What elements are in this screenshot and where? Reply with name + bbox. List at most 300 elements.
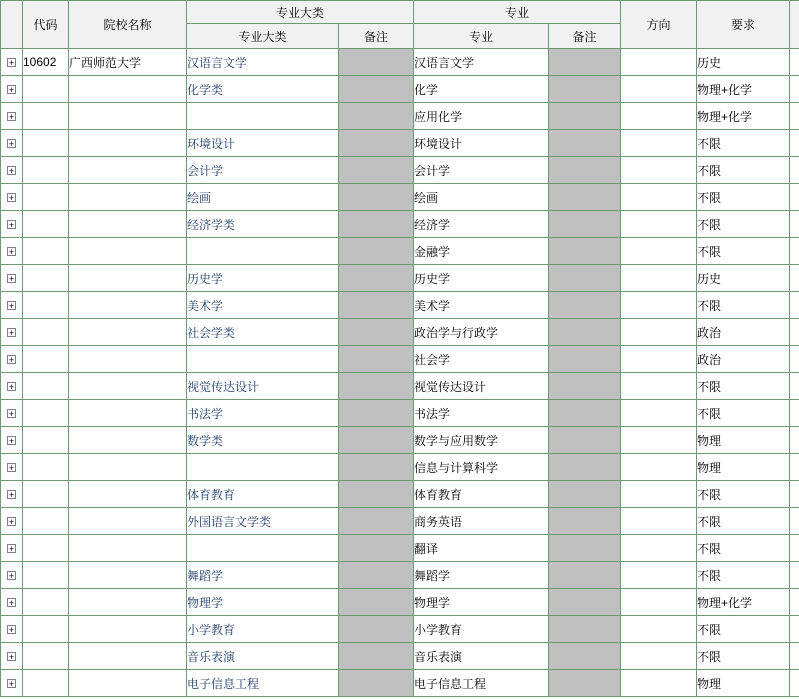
cell-requirement: 不限 (697, 211, 790, 238)
cell-major-category-note (339, 130, 414, 157)
cell-direction (621, 373, 697, 400)
cell-major-note (549, 670, 621, 697)
table-row[interactable] (1, 481, 799, 508)
cell-tail (790, 211, 799, 238)
header-major-category[interactable]: 专业大类 (187, 24, 339, 49)
row-expand-cell[interactable] (1, 292, 23, 319)
cell-major-category-note (339, 49, 414, 76)
table-row[interactable] (1, 427, 799, 454)
cell-direction (621, 616, 697, 643)
cell-major: 化学 (414, 76, 549, 103)
cell-major-note (549, 49, 621, 76)
cell-school (69, 76, 187, 103)
table-row[interactable] (1, 589, 799, 616)
cell-code (23, 454, 69, 481)
expand-icon[interactable]: + (8, 58, 15, 68)
cell-direction (621, 49, 697, 76)
cell-school (69, 157, 187, 184)
table-row[interactable] (1, 211, 799, 238)
cell-major: 数学与应用数学 (414, 427, 549, 454)
header-expand[interactable] (1, 1, 23, 49)
cell-major-category-note (339, 103, 414, 130)
cell-direction (621, 292, 697, 319)
cell-direction (621, 670, 697, 697)
row-expand-cell[interactable] (1, 49, 23, 76)
cell-major-note (549, 319, 621, 346)
cell-major: 视觉传达设计 (414, 373, 549, 400)
cell-major-category-note (339, 292, 414, 319)
expand-icon[interactable]: + (8, 490, 15, 500)
cell-major-category (187, 103, 339, 130)
cell-major-category: 视觉传达设计 (187, 373, 339, 400)
table-row[interactable] (1, 292, 799, 319)
table-row[interactable] (1, 49, 799, 76)
cell-major-note (549, 562, 621, 589)
cell-major-category-note (339, 400, 414, 427)
expand-icon[interactable]: + (8, 652, 15, 662)
cell-code (23, 184, 69, 211)
cell-major-note (549, 589, 621, 616)
cell-requirement: 不限 (697, 643, 790, 670)
expand-icon[interactable]: + (8, 274, 15, 284)
cell-tail (790, 184, 799, 211)
cell-major-category: 环境设计 (187, 130, 339, 157)
cell-major-category-note (339, 670, 414, 697)
cell-major-category-note (339, 238, 414, 265)
cell-major-category (187, 454, 339, 481)
expand-icon[interactable]: + (8, 112, 15, 122)
cell-major-category-note (339, 589, 414, 616)
cell-major-note (549, 292, 621, 319)
row-expand-cell[interactable] (1, 103, 23, 130)
cell-major-category: 书法学 (187, 400, 339, 427)
cell-tail (790, 346, 799, 373)
cell-major: 政治学与行政学 (414, 319, 549, 346)
cell-school (69, 103, 187, 130)
table-header (1, 1, 799, 49)
cell-requirement: 物理+化学 (697, 589, 790, 616)
cell-major-category: 音乐表演 (187, 643, 339, 670)
table-row[interactable] (1, 319, 799, 346)
cell-major-category-note (339, 616, 414, 643)
cell-major-category-note (339, 454, 414, 481)
cell-major-category-note (339, 427, 414, 454)
expand-icon[interactable]: + (8, 571, 15, 581)
cell-school (69, 616, 187, 643)
cell-tail (790, 130, 799, 157)
cell-tail (790, 589, 799, 616)
cell-major-category: 物理学 (187, 589, 339, 616)
cell-major-category (187, 238, 339, 265)
cell-major-category (187, 535, 339, 562)
cell-major-note (549, 481, 621, 508)
cell-major: 会计学 (414, 157, 549, 184)
cell-major-note (549, 400, 621, 427)
cell-tail (790, 562, 799, 589)
cell-requirement: 历史 (697, 49, 790, 76)
cell-school (69, 292, 187, 319)
cell-requirement: 物理 (697, 427, 790, 454)
cell-major-category: 绘画 (187, 184, 339, 211)
cell-school: 广西师范大学 (69, 49, 187, 76)
cell-direction (621, 184, 697, 211)
cell-tail (790, 481, 799, 508)
cell-code (23, 238, 69, 265)
expand-icon[interactable]: + (8, 355, 15, 365)
cell-school (69, 643, 187, 670)
cell-tail (790, 454, 799, 481)
cell-direction (621, 427, 697, 454)
row-expand-cell[interactable] (1, 373, 23, 400)
cell-requirement: 历史 (697, 265, 790, 292)
row-expand-cell[interactable] (1, 589, 23, 616)
cell-school (69, 346, 187, 373)
cell-major-note (549, 616, 621, 643)
row-expand-cell[interactable] (1, 319, 23, 346)
cell-school (69, 562, 187, 589)
cell-direction (621, 508, 697, 535)
expand-icon[interactable]: + (8, 193, 15, 203)
table-row[interactable] (1, 130, 799, 157)
cell-code (23, 616, 69, 643)
table-row[interactable] (1, 643, 799, 670)
cell-school (69, 265, 187, 292)
table-row[interactable] (1, 535, 799, 562)
table-row[interactable] (1, 103, 799, 130)
cell-major-category: 汉语言文学 (187, 49, 339, 76)
cell-major-note (549, 346, 621, 373)
cell-code: 10602 (23, 49, 69, 76)
cell-major-note (549, 130, 621, 157)
cell-code (23, 481, 69, 508)
cell-major: 翻译 (414, 535, 549, 562)
cell-code (23, 265, 69, 292)
table-row[interactable] (1, 373, 799, 400)
cell-school (69, 319, 187, 346)
cell-major-note (549, 184, 621, 211)
cell-school (69, 670, 187, 697)
expand-icon[interactable]: + (8, 301, 15, 311)
expand-icon[interactable]: + (8, 544, 15, 554)
row-expand-cell[interactable] (1, 130, 23, 157)
table-row[interactable] (1, 508, 799, 535)
cell-direction (621, 589, 697, 616)
cell-code (23, 589, 69, 616)
header-major-note[interactable]: 备注 (549, 24, 621, 49)
cell-requirement: 政治 (697, 346, 790, 373)
cell-code (23, 643, 69, 670)
cell-major: 应用化学 (414, 103, 549, 130)
cell-code (23, 562, 69, 589)
cell-direction (621, 562, 697, 589)
cell-major-note (549, 103, 621, 130)
header-major-category-note[interactable]: 备注 (339, 24, 414, 49)
cell-major-category: 社会学类 (187, 319, 339, 346)
cell-school (69, 481, 187, 508)
cell-major-category-note (339, 157, 414, 184)
expand-icon[interactable]: + (8, 328, 15, 338)
cell-major-category: 小学教育 (187, 616, 339, 643)
cell-school (69, 508, 187, 535)
table-body (1, 49, 799, 697)
cell-major: 电子信息工程 (414, 670, 549, 697)
cell-requirement: 不限 (697, 481, 790, 508)
cell-major-category-note (339, 319, 414, 346)
cell-major: 经济学 (414, 211, 549, 238)
cell-major-category: 舞蹈学 (187, 562, 339, 589)
cell-major: 美术学 (414, 292, 549, 319)
cell-major-category-note (339, 643, 414, 670)
expand-icon[interactable]: + (8, 463, 15, 473)
cell-requirement: 不限 (697, 535, 790, 562)
row-expand-cell[interactable] (1, 238, 23, 265)
cell-major-category: 经济学类 (187, 211, 339, 238)
cell-major: 商务英语 (414, 508, 549, 535)
cell-school (69, 589, 187, 616)
cell-major-category-note (339, 562, 414, 589)
cell-major-category-note (339, 184, 414, 211)
cell-major: 体育教育 (414, 481, 549, 508)
row-expand-cell[interactable] (1, 670, 23, 697)
cell-major-note (549, 427, 621, 454)
cell-tail (790, 643, 799, 670)
expand-icon[interactable]: + (8, 409, 15, 419)
cell-code (23, 130, 69, 157)
cell-major-note (549, 508, 621, 535)
cell-direction (621, 211, 697, 238)
expand-icon[interactable]: + (8, 625, 15, 635)
cell-tail (790, 292, 799, 319)
cell-major: 小学教育 (414, 616, 549, 643)
cell-requirement: 不限 (697, 238, 790, 265)
table-row[interactable] (1, 562, 799, 589)
cell-major-category-note (339, 76, 414, 103)
cell-direction (621, 76, 697, 103)
row-expand-cell[interactable] (1, 184, 23, 211)
cell-major-category-note (339, 373, 414, 400)
cell-major-note (549, 265, 621, 292)
cell-tail (790, 427, 799, 454)
cell-major-note (549, 643, 621, 670)
row-expand-cell[interactable] (1, 76, 23, 103)
cell-requirement: 政治 (697, 319, 790, 346)
expand-icon[interactable]: + (8, 247, 15, 257)
cell-requirement: 物理 (697, 670, 790, 697)
cell-major: 绘画 (414, 184, 549, 211)
cell-code (23, 427, 69, 454)
cell-requirement: 物理 (697, 454, 790, 481)
cell-direction (621, 454, 697, 481)
expand-icon[interactable]: + (8, 679, 15, 689)
cell-major: 环境设计 (414, 130, 549, 157)
cell-major-category: 外国语言文学类 (187, 508, 339, 535)
cell-major: 书法学 (414, 400, 549, 427)
cell-direction (621, 643, 697, 670)
cell-code (23, 400, 69, 427)
cell-requirement: 不限 (697, 157, 790, 184)
header-requirement[interactable]: 要求 (697, 1, 790, 49)
table-row[interactable] (1, 454, 799, 481)
cell-direction (621, 319, 697, 346)
cell-major: 历史学 (414, 265, 549, 292)
cell-tail (790, 76, 799, 103)
cell-code (23, 103, 69, 130)
expand-icon[interactable]: + (8, 220, 15, 230)
cell-requirement: 不限 (697, 562, 790, 589)
cell-major-note (549, 373, 621, 400)
cell-major: 汉语言文学 (414, 49, 549, 76)
cell-direction (621, 400, 697, 427)
cell-school (69, 184, 187, 211)
cell-direction (621, 481, 697, 508)
cell-school (69, 130, 187, 157)
cell-code (23, 76, 69, 103)
table-row[interactable] (1, 76, 799, 103)
cell-tail (790, 670, 799, 697)
cell-major-note (549, 535, 621, 562)
cell-major: 舞蹈学 (414, 562, 549, 589)
expand-icon[interactable]: + (8, 382, 15, 392)
cell-tail (790, 535, 799, 562)
row-expand-cell[interactable] (1, 400, 23, 427)
cell-direction (621, 238, 697, 265)
cell-major-category: 体育教育 (187, 481, 339, 508)
cell-major: 物理学 (414, 589, 549, 616)
expand-icon[interactable]: + (8, 85, 15, 95)
cell-major-category-note (339, 535, 414, 562)
cell-tail (790, 319, 799, 346)
cell-school (69, 211, 187, 238)
cell-direction (621, 265, 697, 292)
cell-direction (621, 346, 697, 373)
cell-major-category: 化学类 (187, 76, 339, 103)
expand-icon[interactable]: + (8, 139, 15, 149)
expand-icon[interactable]: + (8, 517, 15, 527)
cell-tail (790, 400, 799, 427)
expand-icon[interactable]: + (8, 598, 15, 608)
header-direction[interactable]: 方向 (621, 1, 697, 49)
cell-major-note (549, 76, 621, 103)
table-row[interactable] (1, 346, 799, 373)
cell-requirement: 不限 (697, 130, 790, 157)
table-row[interactable] (1, 265, 799, 292)
cell-requirement: 不限 (697, 508, 790, 535)
header-row-top (1, 1, 799, 24)
cell-code (23, 373, 69, 400)
row-expand-cell[interactable] (1, 157, 23, 184)
expand-icon[interactable]: + (8, 166, 15, 176)
cell-requirement: 不限 (697, 373, 790, 400)
cell-major-note (549, 157, 621, 184)
cell-tail (790, 49, 799, 76)
cell-requirement: 不限 (697, 292, 790, 319)
table-row[interactable] (1, 670, 799, 697)
cell-code (23, 346, 69, 373)
table-row[interactable] (1, 184, 799, 211)
row-expand-cell[interactable] (1, 427, 23, 454)
cell-major: 金融学 (414, 238, 549, 265)
cell-direction (621, 157, 697, 184)
header-major[interactable]: 专业 (414, 24, 549, 49)
cell-major: 音乐表演 (414, 643, 549, 670)
header-major-category-group[interactable]: 专业大类 (187, 1, 414, 24)
row-expand-cell[interactable] (1, 643, 23, 670)
cell-major: 信息与计算科学 (414, 454, 549, 481)
cell-direction (621, 130, 697, 157)
row-expand-cell[interactable] (1, 454, 23, 481)
cell-direction (621, 103, 697, 130)
cell-major-category: 会计学 (187, 157, 339, 184)
cell-requirement: 物理+化学 (697, 103, 790, 130)
cell-code (23, 157, 69, 184)
cell-major-category-note (339, 346, 414, 373)
cell-tail (790, 616, 799, 643)
expand-icon[interactable]: + (8, 436, 15, 446)
row-expand-cell[interactable] (1, 535, 23, 562)
cell-requirement: 不限 (697, 400, 790, 427)
table-row[interactable] (1, 400, 799, 427)
cell-school (69, 427, 187, 454)
cell-school (69, 373, 187, 400)
cell-tail (790, 103, 799, 130)
header-school[interactable]: 院校名称 (69, 1, 187, 49)
header-code[interactable]: 代码 (23, 1, 69, 49)
row-expand-cell[interactable] (1, 616, 23, 643)
cell-major-note (549, 238, 621, 265)
table-row[interactable] (1, 238, 799, 265)
cell-major-category-note (339, 481, 414, 508)
cell-tail (790, 508, 799, 535)
row-expand-cell[interactable] (1, 265, 23, 292)
row-expand-cell[interactable] (1, 481, 23, 508)
cell-school (69, 454, 187, 481)
header-tail (790, 1, 799, 49)
cell-major-category (187, 346, 339, 373)
cell-major-category: 历史学 (187, 265, 339, 292)
cell-tail (790, 238, 799, 265)
cell-requirement: 不限 (697, 616, 790, 643)
cell-major-category-note (339, 508, 414, 535)
row-expand-cell[interactable] (1, 211, 23, 238)
row-expand-cell[interactable] (1, 562, 23, 589)
cell-requirement: 不限 (697, 184, 790, 211)
cell-direction (621, 535, 697, 562)
cell-tail (790, 373, 799, 400)
cell-major-note (549, 211, 621, 238)
table-row[interactable] (1, 157, 799, 184)
cell-code (23, 292, 69, 319)
cell-major-category-note (339, 211, 414, 238)
cell-code (23, 670, 69, 697)
cell-major-category: 电子信息工程 (187, 670, 339, 697)
cell-major-category-note (339, 265, 414, 292)
cell-code (23, 535, 69, 562)
cell-tail (790, 265, 799, 292)
row-expand-cell[interactable] (1, 346, 23, 373)
cell-requirement: 物理+化学 (697, 76, 790, 103)
cell-major-category: 美术学 (187, 292, 339, 319)
cell-school (69, 400, 187, 427)
cell-code (23, 211, 69, 238)
cell-major: 社会学 (414, 346, 549, 373)
table-row[interactable] (1, 616, 799, 643)
cell-school (69, 535, 187, 562)
cell-major-category: 数学类 (187, 427, 339, 454)
cell-code (23, 319, 69, 346)
header-major-group[interactable]: 专业 (414, 1, 621, 24)
row-expand-cell[interactable] (1, 508, 23, 535)
cell-major-note (549, 454, 621, 481)
